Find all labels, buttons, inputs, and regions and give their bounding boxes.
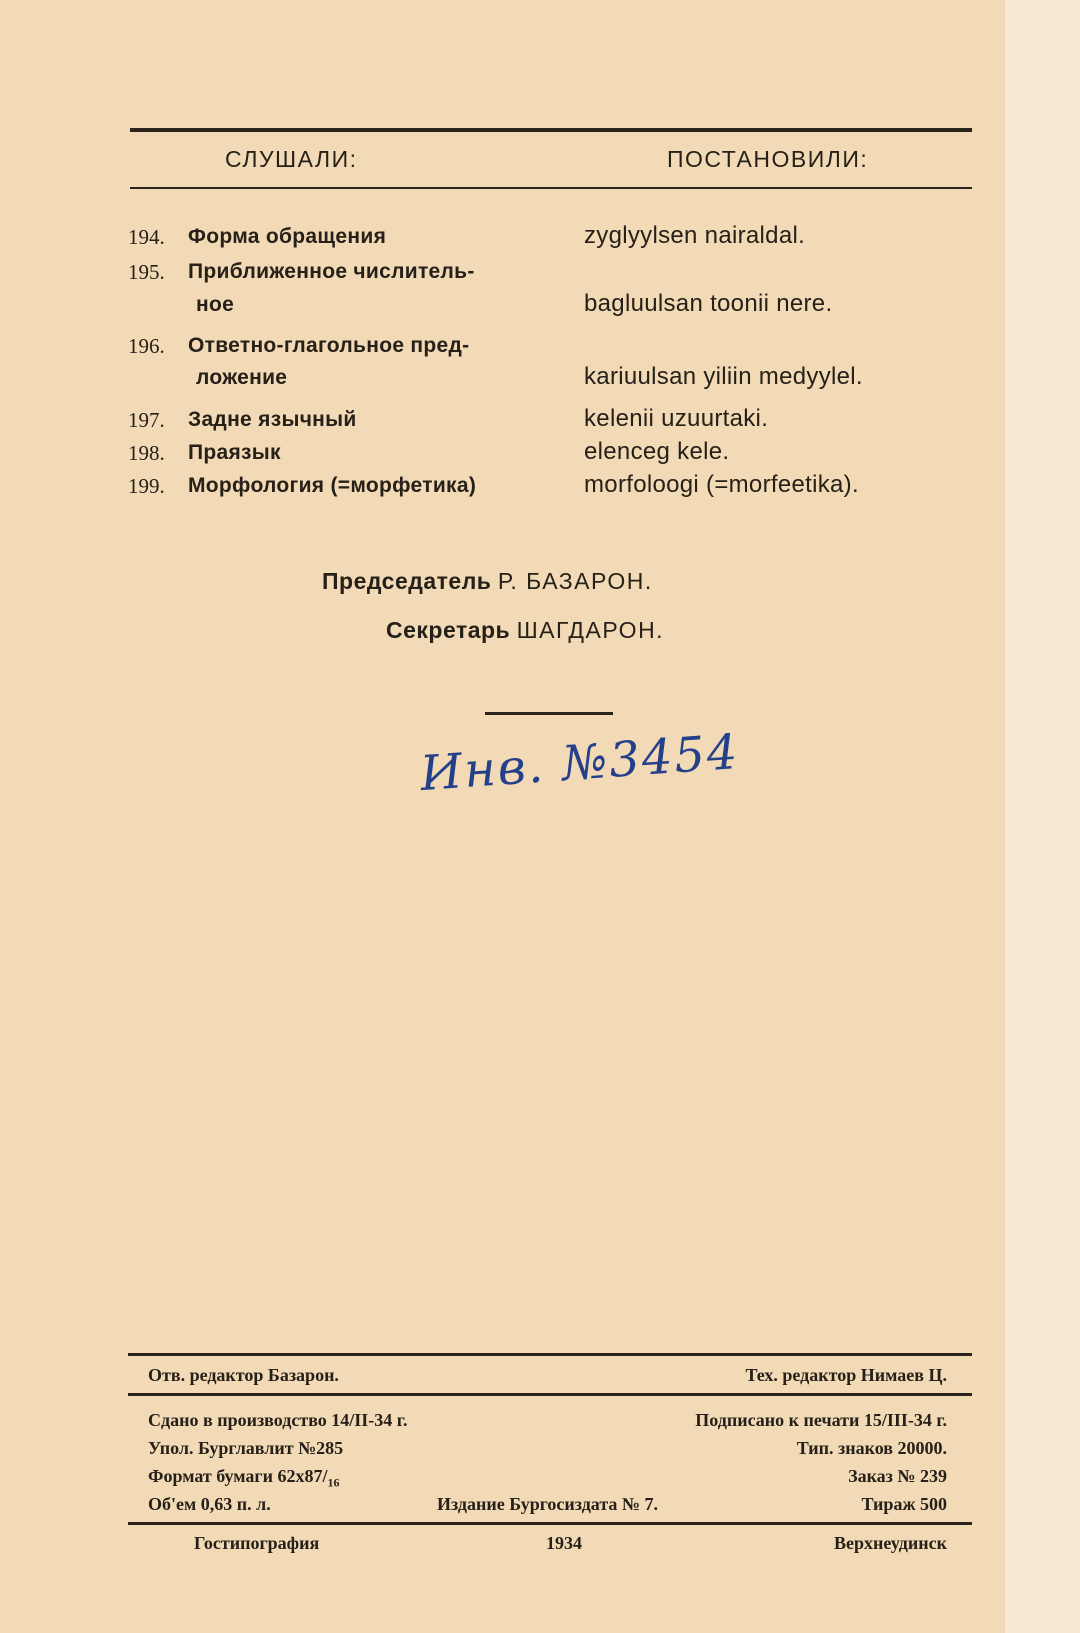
- chairman-name: Р. БАЗАРОН.: [497, 568, 653, 594]
- entry-term-continuation: ное: [196, 293, 235, 316]
- entry-number: 196.: [128, 334, 165, 358]
- paper-format: [148, 1466, 339, 1491]
- entry-translation: kelenii uzuurtaki.: [584, 405, 769, 432]
- entry-term: Морфология (=морфетика): [188, 474, 477, 497]
- entry-number: 198.: [128, 441, 165, 465]
- print-run: Тираж 500: [861, 1494, 947, 1514]
- paper-format-main: Формат бумаги 62x87/: [148, 1466, 328, 1486]
- entry-translation: morfoloogi (=morfeetika).: [584, 471, 859, 498]
- inventory-note: Инв. №3454: [418, 723, 742, 803]
- volume: Об'ем 0,63 п. л.: [148, 1494, 271, 1514]
- entry-term-continuation: ложение: [196, 366, 288, 389]
- entry-number: 195.: [128, 260, 165, 284]
- paper-format-sub: 16: [327, 1475, 340, 1490]
- page-edge: [1005, 0, 1080, 1633]
- resolved-header: ПОСТАНОВИЛИ:: [667, 146, 869, 172]
- entry-translation: elenceg kele.: [584, 438, 730, 465]
- print-year: 1934: [546, 1533, 582, 1553]
- technical-editor: Тех. редактор Нимаев Ц.: [745, 1365, 947, 1385]
- entry-term: Задне язычный: [188, 408, 357, 431]
- secretary-signature: [386, 617, 664, 644]
- imprint-bottom-rule: [128, 1522, 972, 1525]
- entry-translation: kariuulsan yiliin medyylel.: [584, 363, 863, 390]
- glavlit-number: Упол. Бурглавлит №285: [148, 1438, 344, 1458]
- chairman-title: Председатель: [322, 568, 492, 594]
- printer-name: Гостипография: [194, 1533, 320, 1553]
- imprint-top-rule: [128, 1353, 972, 1356]
- entry-translation: bagluulsan toonii nere.: [584, 290, 833, 317]
- edition: Издание Бургосиздата № 7.: [437, 1494, 658, 1514]
- secretary-title: Секретарь: [386, 617, 511, 643]
- entry-number: 197.: [128, 408, 165, 432]
- signed-date: Подписано к печати 15/III-34 г.: [695, 1410, 947, 1430]
- entry-translation: zyglyylsen nairaldal.: [584, 222, 806, 249]
- responsible-editor: Отв. редактор Базарон.: [148, 1365, 339, 1385]
- heard-header: СЛУШАЛИ:: [225, 146, 358, 172]
- secretary-name: ШАГДАРОН.: [516, 617, 665, 643]
- entry-term: Праязык: [188, 441, 281, 464]
- imprint-mid-rule: [128, 1393, 972, 1396]
- print-city: Верхнеудинск: [834, 1533, 947, 1553]
- character-count: Тип. знаков 20000.: [796, 1438, 947, 1458]
- entry-term: Ответно-глагольное пред-: [188, 334, 470, 357]
- entry-term: Приближенное числитель-: [188, 260, 475, 283]
- entry-term: Форма обращения: [188, 225, 387, 248]
- submitted-date: Сдано в производство 14/II-34 г.: [148, 1410, 408, 1430]
- separator-rule: [485, 712, 613, 715]
- header-rule: [130, 187, 972, 189]
- entry-number: 194.: [128, 225, 165, 249]
- entry-number: 199.: [128, 474, 165, 498]
- chairman-signature: [322, 568, 653, 595]
- top-rule: [130, 128, 972, 132]
- order-number: Заказ № 239: [848, 1466, 947, 1486]
